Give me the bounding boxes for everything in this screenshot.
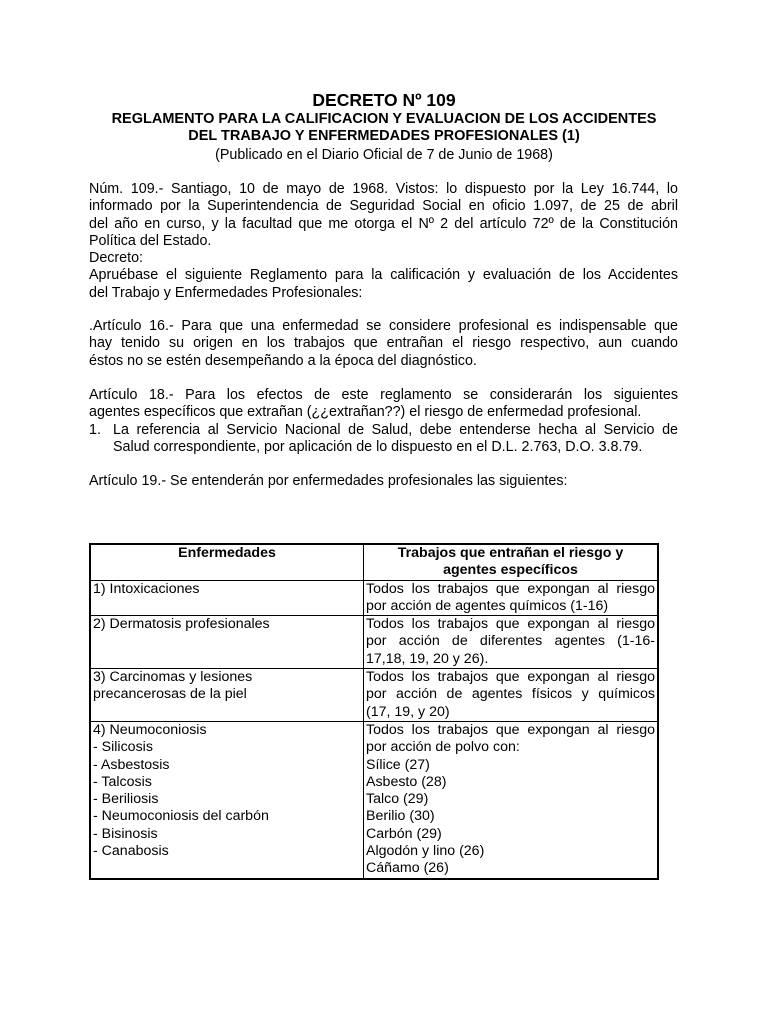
table-row [90, 721, 658, 878]
apruebase-line: del Trabajo y Enfermedades Profesionales: [89, 284, 363, 301]
table-row [90, 669, 658, 722]
article-16-line: éstos no se estén desempeñando a la época del diagnóstico. [89, 352, 477, 369]
intro-line: del año en curso, y la facultad que me otorga el Nº 2 del artículo 72º de la Constitución [89, 215, 678, 232]
table-header-row [90, 544, 658, 580]
intro-line: Núm. 109.- Santiago, 10 de mayo de 1968. Vistos: lo dispuesto por la Ley 16.744, lo [89, 181, 678, 197]
risk-cell: Todos los trabajos que expongan al riesgo por acción de polvo con: Sílice (27) Asbesto (28) Talco (29) Berilio (30) Carbón (29) Algodón y lino (26) Cáñamo (26) [364, 721, 659, 878]
subtitle-line-1: REGLAMENTO PARA LA CALIFICACION Y EVALUACION DE LOS ACCIDENTES [111, 111, 657, 127]
list-item-line: La referencia al Servicio Nacional de Salud, debe entenderse hecha al Servicio de [113, 422, 678, 438]
subtitle-line-2: DEL TRABAJO Y ENFERMEDADES PROFESIONALES (1) [188, 128, 580, 144]
list-item-number: 1. [89, 422, 101, 438]
risk-cell: Todos los trabajos que expongan al riesgo por acción de agentes físicos y químicos (17, 19, y 20) [364, 669, 659, 722]
intro-paragraph [89, 181, 678, 302]
disease-cell: 2) Dermatosis profesionales [90, 616, 364, 669]
risk-cell: Todos los trabajos que expongan al riesgo por acción de agentes químicos (1-16) [364, 580, 659, 616]
list-item-line: Salud correspondiente, por aplicación de lo dispuesto en el D.L. 2.763, D.O. 3.8.79. [113, 439, 643, 456]
decreto-label: Decreto: [89, 250, 144, 267]
disease-cell: 3) Carcinomas y lesiones precancerosas de la piel [90, 669, 364, 722]
diseases-table [89, 543, 659, 880]
intro-line: Política del Estado. [89, 232, 212, 249]
header-trabajos: Trabajos que entrañan el riesgo y agentes específicos [364, 544, 659, 580]
decree-title: DECRETO Nº 109 [312, 90, 456, 110]
disease-cell: 4) Neumoconiosis - Silicosis - Asbestosis - Talcosis - Beriliosis - Neumoconiosis del carbón - Bisinosis - Canabosis [90, 721, 364, 878]
disease-cell: 1) Intoxicaciones [90, 580, 364, 616]
risk-cell: Todos los trabajos que expongan al riesgo por acción de diferentes agentes (1-16- 17,18, 19, 20 y 26). [364, 616, 659, 669]
article-18-line: agentes específicos que extrañan (¿¿extrañan??) el riesgo de enfermedad profesional. [89, 404, 642, 421]
publication-note: (Publicado en el Diario Oficial de 7 de Junio de 1968) [215, 147, 553, 163]
table-row [90, 580, 658, 616]
table-row [90, 616, 658, 669]
article-19-line: Artículo 19.- Se entenderán por enfermedades profesionales las siguientes: [89, 473, 568, 489]
article-16-line: .Artículo 16.- Para que una enfermedad se considere profesional es indispensable que [89, 318, 678, 334]
article-18-line: Artículo 18.- Para los efectos de este reglamento se considerarán los siguientes [89, 387, 678, 403]
article-16-line: hay tenido su origen en los trabajos que entrañan el riesgo respectivo, aun cuando [89, 335, 678, 352]
apruebase-line: Apruébase el siguiente Reglamento para la calificación y evaluación de los Accidentes [89, 267, 678, 284]
article-18 [89, 387, 678, 422]
article-16 [89, 318, 678, 370]
header-enfermedades: Enfermedades [90, 544, 364, 580]
article-19 [89, 473, 678, 490]
intro-line: informado por la Superintendencia de Seguridad Social en oficio 1.097, de 25 de abril [89, 198, 678, 215]
